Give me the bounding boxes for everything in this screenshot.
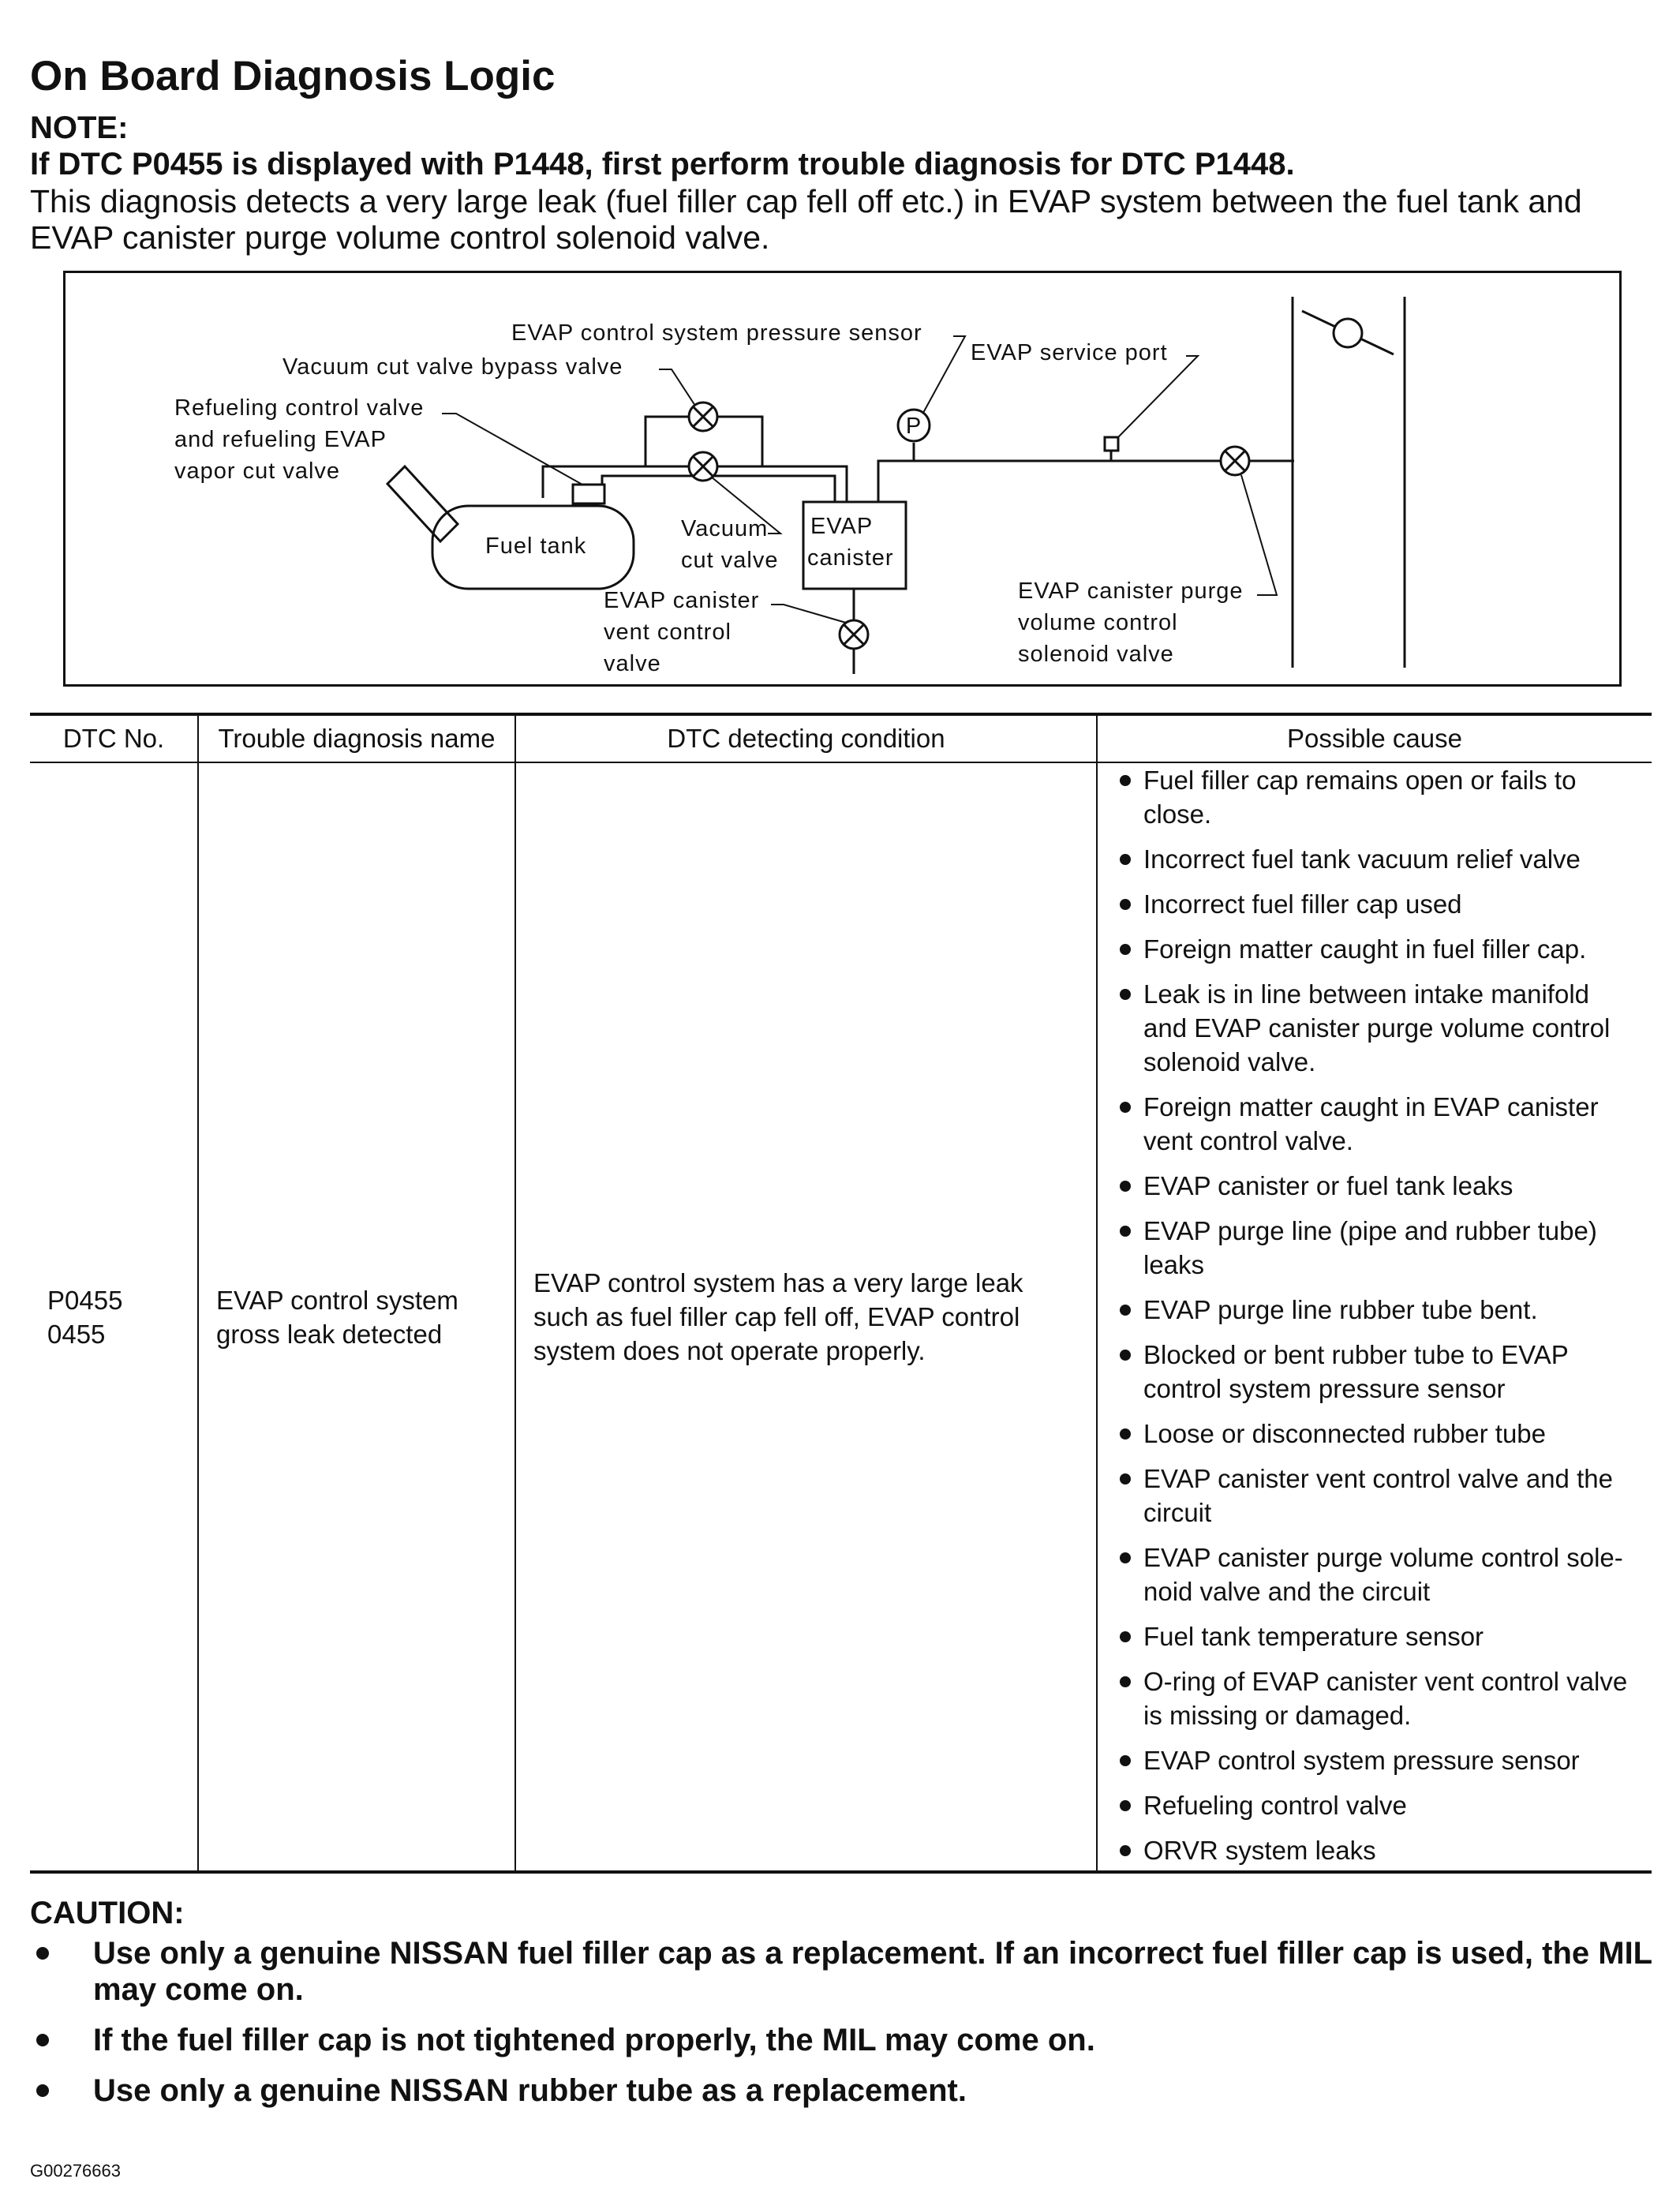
- filler-neck-shape: [387, 466, 458, 541]
- cause-text: Blocked or bent rubber tube to EVAP control system pressure sensor: [1143, 1340, 1569, 1403]
- list-item: [30, 2022, 1656, 2058]
- cause-text: EVAP canister purge volume control sole-noid valve and the circuit: [1143, 1543, 1623, 1606]
- label-vacuum-cut-2: cut valve: [681, 548, 779, 573]
- label-vacuum-cut-1: Vacuum: [681, 516, 769, 541]
- list-item: [1115, 1619, 1634, 1653]
- cell-diagnosis-name: EVAP control system gross leak detected: [198, 762, 515, 1872]
- list-item: [1115, 932, 1634, 966]
- cause-text: Incorrect fuel filler cap used: [1143, 889, 1462, 919]
- list-item: [1115, 1417, 1634, 1451]
- bullet-icon: [1120, 1226, 1131, 1237]
- bullet-icon: [1120, 1845, 1131, 1856]
- list-item: [1115, 842, 1634, 876]
- header-detecting-condition: DTC detecting condition: [515, 714, 1097, 762]
- list-item: [1115, 763, 1634, 831]
- note-label: NOTE:: [30, 110, 129, 145]
- cause-text: Fuel tank temperature sensor: [1143, 1622, 1484, 1651]
- label-refueling-3: vapor cut valve: [174, 459, 341, 484]
- cause-text: Loose or disconnected rubber tube: [1143, 1419, 1547, 1448]
- cause-text: Refueling control valve: [1143, 1791, 1407, 1820]
- cause-text: EVAP canister vent control valve and the circuit: [1143, 1464, 1613, 1527]
- label-fuel-tank: Fuel tank: [485, 534, 587, 559]
- header-diagnosis-name: Trouble diagnosis name: [198, 714, 515, 762]
- cause-text: EVAP purge line (pipe and rubber tube) leaks: [1143, 1216, 1597, 1279]
- label-canister-2: canister: [807, 545, 894, 571]
- label-refueling-1: Refueling control valve: [174, 395, 425, 421]
- label-refueling-2: and refueling EVAP: [174, 427, 387, 452]
- label-vent-2: vent control: [604, 620, 731, 645]
- evap-diagram-svg: [65, 273, 1619, 684]
- dtc-code-secondary: 0455: [47, 1319, 106, 1349]
- bypass-valve-leader: [659, 369, 695, 406]
- pressure-sensor-leader: [923, 336, 965, 413]
- cause-text: Leak is in line between intake manifold and EVAP canister purge volume control solenoid valve.: [1143, 979, 1611, 1076]
- label-purge-3: solenoid valve: [1018, 642, 1174, 667]
- bullet-icon: [1120, 1552, 1131, 1563]
- pressure-sensor-p: P: [905, 414, 922, 439]
- label-vent-3: valve: [604, 651, 661, 676]
- bullet-icon: [36, 2084, 49, 2097]
- table-row: [30, 762, 1652, 1872]
- label-purge-2: volume control: [1018, 610, 1178, 635]
- cause-text: Foreign matter caught in EVAP canister vent control valve.: [1143, 1092, 1599, 1155]
- cell-dtc-no: [30, 762, 198, 1872]
- caution-text: Use only a genuine NISSAN fuel filler cap as a replacement. If an incorrect fuel filler cap is used, the MIL may come on.: [93, 1936, 1652, 2007]
- bullet-icon: [1120, 1473, 1131, 1485]
- vacuum-cut-valve-symbol: [689, 452, 717, 481]
- list-item: [1115, 1664, 1634, 1732]
- bullet-icon: [1120, 944, 1131, 955]
- cause-text: Foreign matter caught in fuel filler cap.: [1143, 934, 1587, 964]
- list-item: [1115, 1214, 1634, 1282]
- label-service-port: EVAP service port: [971, 340, 1168, 365]
- header-possible-cause: Possible cause: [1097, 714, 1652, 762]
- cause-text: Incorrect fuel tank vacuum relief valve: [1143, 844, 1581, 874]
- list-item: [1115, 1090, 1634, 1158]
- bullet-icon: [1120, 1631, 1131, 1642]
- vent-leader: [771, 605, 846, 623]
- vent-control-valve-symbol: [840, 620, 868, 649]
- list-item: [30, 2072, 1656, 2109]
- list-item: [1115, 887, 1634, 921]
- caution-text: If the fuel filler cap is not tightened properly, the MIL may come on.: [93, 2023, 1095, 2057]
- possible-cause-list: [1115, 763, 1634, 1867]
- bullet-icon: [1120, 1305, 1131, 1316]
- list-item: [1115, 1169, 1634, 1203]
- label-purge-1: EVAP canister purge: [1018, 578, 1244, 604]
- service-port-leader: [1118, 356, 1198, 437]
- bypass-valve-symbol: [689, 402, 717, 431]
- label-vent-1: EVAP canister: [604, 588, 760, 613]
- label-canister-1: EVAP: [810, 514, 874, 539]
- bullet-icon: [1120, 1676, 1131, 1687]
- note-bold-text: If DTC P0455 is displayed with P1448, first perform trouble diagnosis for DTC P1448.: [30, 147, 1295, 182]
- header-dtc-no: DTC No.: [30, 714, 198, 762]
- caution-text: Use only a genuine NISSAN rubber tube as a replacement.: [93, 2073, 967, 2108]
- bullet-icon: [36, 1947, 49, 1960]
- label-pressure-sensor: EVAP control system pressure sensor: [511, 320, 922, 346]
- bullet-icon: [36, 2034, 49, 2046]
- cause-text: O-ring of EVAP canister vent control valve is missing or damaged.: [1143, 1667, 1628, 1730]
- figure-code: G00276663: [30, 2161, 121, 2181]
- purge-leader: [1241, 475, 1277, 595]
- list-item: [1115, 1743, 1634, 1777]
- service-port-shape: [1105, 437, 1118, 451]
- label-bypass-valve: Vacuum cut valve bypass valve: [282, 354, 623, 380]
- evap-system-diagram: [63, 271, 1622, 687]
- purge-solenoid-valve-symbol: [1221, 447, 1249, 475]
- list-item: [1115, 1462, 1634, 1529]
- bullet-icon: [1120, 1800, 1131, 1811]
- list-item: [1115, 1293, 1634, 1327]
- list-item: [1115, 977, 1634, 1079]
- list-item: [1115, 1788, 1634, 1822]
- bullet-icon: [1120, 775, 1131, 786]
- list-item: [30, 1935, 1656, 2008]
- bullet-icon: [1120, 1755, 1131, 1766]
- caution-list: [30, 1935, 1656, 2123]
- cause-text: EVAP control system pressure sensor: [1143, 1746, 1580, 1775]
- list-item: [1115, 1338, 1634, 1406]
- bullet-icon: [1120, 1350, 1131, 1361]
- bullet-icon: [1120, 1181, 1131, 1192]
- cell-detecting-condition: EVAP control system has a very large leak such as fuel filler cap fell off, EVAP control system does not operate properly.: [515, 762, 1097, 1872]
- cause-text: EVAP canister or fuel tank leaks: [1143, 1171, 1513, 1200]
- refueling-valve-box: [573, 485, 604, 504]
- bullet-icon: [1120, 854, 1131, 865]
- caution-label: CAUTION:: [30, 1896, 185, 1930]
- list-item: [1115, 1833, 1634, 1867]
- cause-text: EVAP purge line rubber tube bent.: [1143, 1295, 1538, 1324]
- diagnosis-description: This diagnosis detects a very large leak (fuel filler cap fell off etc.) in EVAP system between the fuel tank and EVAP canister purge volume control solenoid valve.: [30, 183, 1582, 256]
- refueling-leader: [442, 414, 582, 485]
- dtc-code-primary: P0455: [47, 1285, 123, 1315]
- bullet-icon: [1120, 1428, 1131, 1440]
- bullet-icon: [1120, 989, 1131, 1000]
- dtc-table: [30, 713, 1652, 1874]
- page-title: On Board Diagnosis Logic: [30, 53, 556, 99]
- list-item: [1115, 1541, 1634, 1608]
- table-header-row: [30, 714, 1652, 762]
- cause-text: ORVR system leaks: [1143, 1836, 1376, 1865]
- bullet-icon: [1120, 1102, 1131, 1113]
- tank-to-canister-pipe: [602, 476, 835, 502]
- cause-text: Fuel filler cap remains open or fails to close.: [1143, 766, 1577, 829]
- cell-possible-cause: [1097, 762, 1652, 1872]
- bullet-icon: [1120, 899, 1131, 910]
- throttle-shaft: [1334, 319, 1362, 347]
